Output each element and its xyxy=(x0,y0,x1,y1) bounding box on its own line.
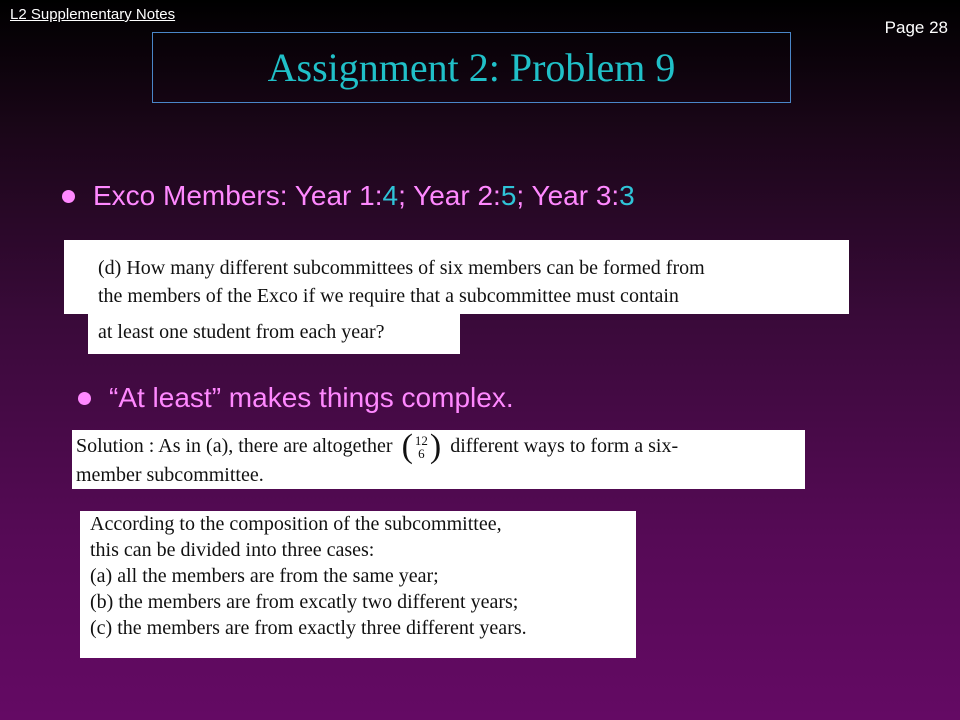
cases-box xyxy=(80,511,636,658)
year1-count: 4 xyxy=(382,180,399,211)
slide-title: Assignment 2: Problem 9 xyxy=(267,45,676,90)
solution-box xyxy=(72,430,805,489)
question-line-2: the members of the Exco if we require that a subcommittee must contain xyxy=(98,285,679,307)
cases-line-5: (c) the members are from exactly three different years. xyxy=(90,617,527,639)
bullet-dot-icon xyxy=(78,392,91,405)
cases-line-4: (b) the members are from excatly two different years; xyxy=(90,591,519,613)
solution-line-2: member subcommittee. xyxy=(76,464,264,487)
question-box-continued xyxy=(88,314,460,354)
solution-part2: different ways to form a six- xyxy=(450,435,679,457)
bullet-exco-members xyxy=(62,180,635,212)
binomial-coefficient: ( 12 6 ) xyxy=(401,428,442,466)
bullet-at-least xyxy=(78,382,514,414)
solution-part1: Solution : As in (a), there are altogether xyxy=(76,435,393,457)
year3-count: 3 xyxy=(619,180,635,211)
cases-line-1: According to the composition of the subcommittee, xyxy=(90,513,502,535)
title-box xyxy=(152,32,791,103)
header-notes-link[interactable]: L2 Supplementary Notes xyxy=(10,6,176,23)
bullet-dot-icon xyxy=(62,190,75,203)
question-line-3: at least one student from each year? xyxy=(98,321,385,343)
at-least-text: “At least” makes things complex. xyxy=(109,382,514,413)
exco-mid2: ; Year 3: xyxy=(516,180,620,211)
exco-mid1: ; Year 2: xyxy=(398,180,501,211)
binom-bottom: 6 xyxy=(418,446,425,462)
binom-top: 12 xyxy=(414,433,428,449)
year2-count: 5 xyxy=(500,180,517,211)
exco-prefix: Exco Members: Year 1: xyxy=(93,180,383,211)
cases-line-3: (a) all the members are from the same year; xyxy=(90,565,439,587)
question-line-1: (d) How many different subcommittees of six members can be formed from xyxy=(98,257,705,279)
question-box xyxy=(64,240,849,314)
page-number: Page 28 xyxy=(884,18,948,37)
cases-line-2: this can be divided into three cases: xyxy=(90,539,375,561)
